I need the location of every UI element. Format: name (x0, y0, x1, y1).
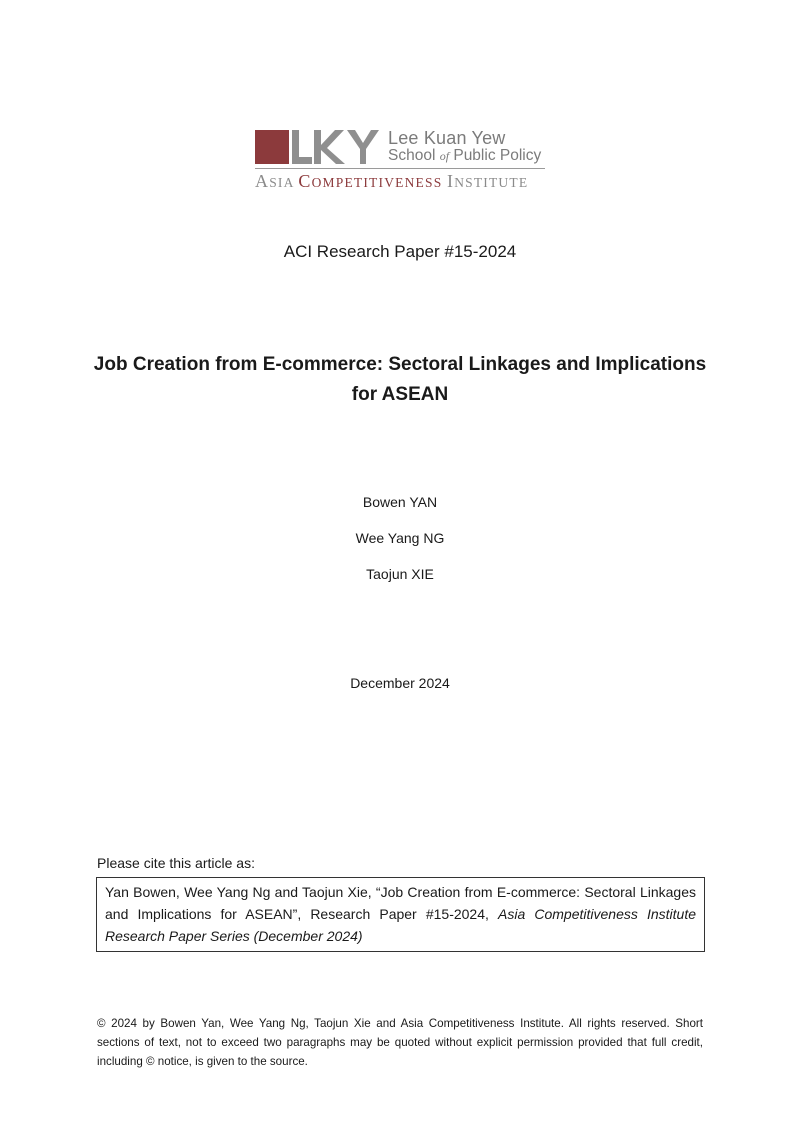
paper-series-number: ACI Research Paper #15-2024 (283, 242, 517, 261)
logo-divider (255, 168, 545, 169)
paper-title: Job Creation from E-commerce: Sectoral Linkages and Implications for ASEAN (93, 354, 707, 405)
copyright-notice: © 2024 by Bowen Yan, Wee Yang Ng, Taojun Xie and Asia Competitiveness Institute. All rights reserved. Short sections of text, not to exceed two paragraphs may be quoted without explicit permission provided that full credit, including © notice, is given to the source. (97, 1017, 703, 1068)
lky-aci-logo (255, 128, 555, 194)
logo-school-name-line2: School of Public Policy (388, 147, 542, 164)
citation-series: Asia Competitiveness Institute Research Paper Series (December 2024) (105, 906, 697, 944)
citation-label: Please cite this article as: (97, 855, 255, 871)
author-name: Bowen YAN (362, 494, 438, 510)
logo-institute-name: ASIA COMPETITIVENESS INSTITUTE (255, 171, 529, 191)
author-name: Taojun XIE (366, 566, 434, 582)
citation-box (96, 877, 705, 952)
logo-school-name-line1: Lee Kuan Yew (388, 128, 506, 148)
publication-date: December 2024 (350, 675, 450, 691)
author-name: Wee Yang NG (355, 530, 445, 546)
citation-text: Yan Bowen, Wee Yang Ng and Taojun Xie, “Job Creation from E-commerce: Sectoral Linkages and Implications for ASEAN”, Research Paper #15-2024, (105, 884, 696, 922)
lky-logo-mark (255, 130, 382, 164)
